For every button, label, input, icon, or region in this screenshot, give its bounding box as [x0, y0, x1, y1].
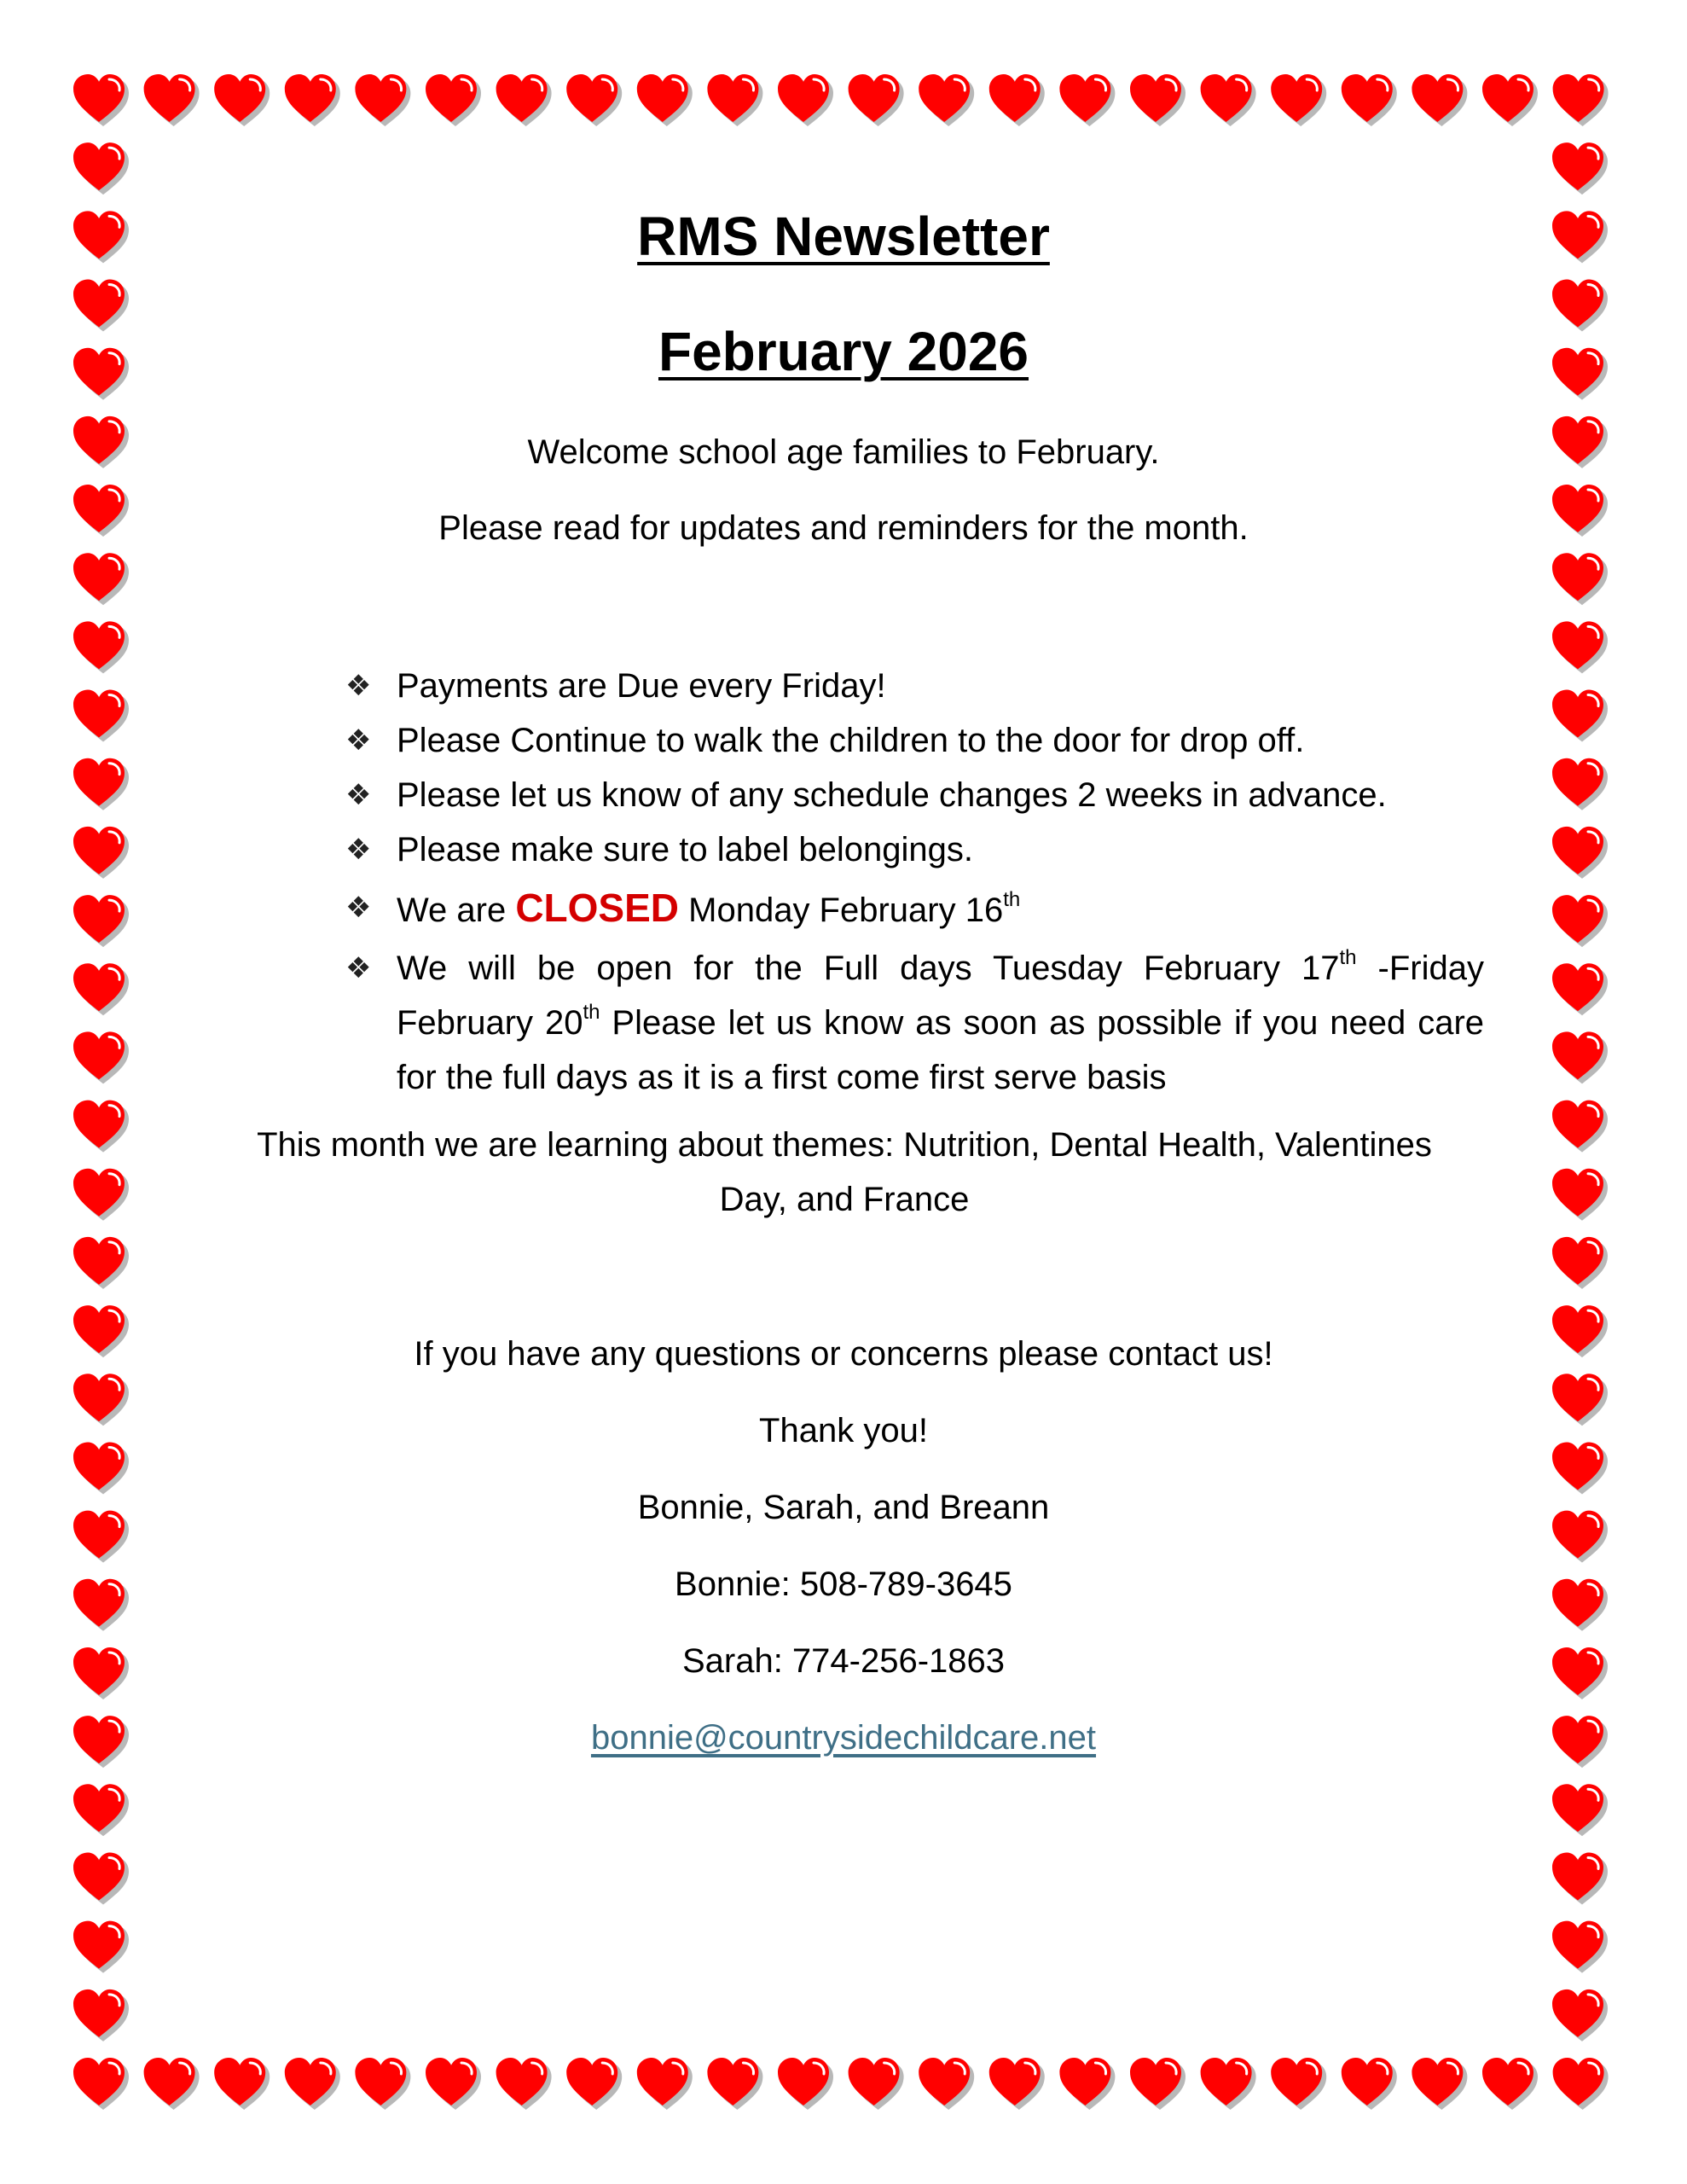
- diamond-bullet-icon: ❖: [345, 834, 372, 866]
- diamond-bullet-icon: ❖: [345, 779, 372, 811]
- diamond-bullet-icon: ❖: [345, 724, 372, 757]
- read-note: Please read for updates and reminders for the month.: [438, 509, 1249, 547]
- closed-notice: CLOSED: [515, 886, 680, 930]
- welcome-text: Welcome school age families to February.: [527, 433, 1160, 471]
- diamond-bullet-icon: ❖: [345, 952, 372, 985]
- diamond-bullet-icon: ❖: [345, 670, 372, 702]
- list-item: ❖ Please Continue to walk the children to the door for drop off.: [345, 713, 1484, 768]
- reminder-list: [345, 659, 1484, 1105]
- thanks-text: Thank you!: [759, 1412, 928, 1449]
- email-link[interactable]: bonnie@countrysidechildcare.net: [590, 1719, 1097, 1757]
- newsletter-month: February 2026: [658, 321, 1029, 382]
- bonnie-phone: Bonnie: 508-789-3645: [675, 1565, 1012, 1603]
- list-item: ❖ Please make sure to label belongings.: [345, 822, 1484, 877]
- themes-text: This month we are learning about themes: Nutrition, Dental Health, Valentines Day, and France: [257, 1126, 1432, 1218]
- list-item: ❖ Please let us know of any schedule changes 2 weeks in advance.: [345, 768, 1484, 822]
- signoff-text: Bonnie, Sarah, and Breann: [637, 1489, 1050, 1526]
- list-item: ❖ We will be open for the Full days Tuesday February 17th -Friday February 20th Please let us know as soon as possible if you need care for the full days as it is a first come first serve basis: [345, 941, 1484, 1105]
- newsletter-title: RMS Newsletter: [637, 206, 1050, 267]
- list-item: ❖ We are CLOSED Monday February 16th: [345, 880, 1484, 938]
- diamond-bullet-icon: ❖: [345, 892, 372, 924]
- list-item: ❖ Payments are Due every Friday!: [345, 659, 1484, 713]
- questions-text: If you have any questions or concerns please contact us!: [414, 1335, 1273, 1373]
- sarah-phone: Sarah: 774-256-1863: [681, 1642, 1006, 1680]
